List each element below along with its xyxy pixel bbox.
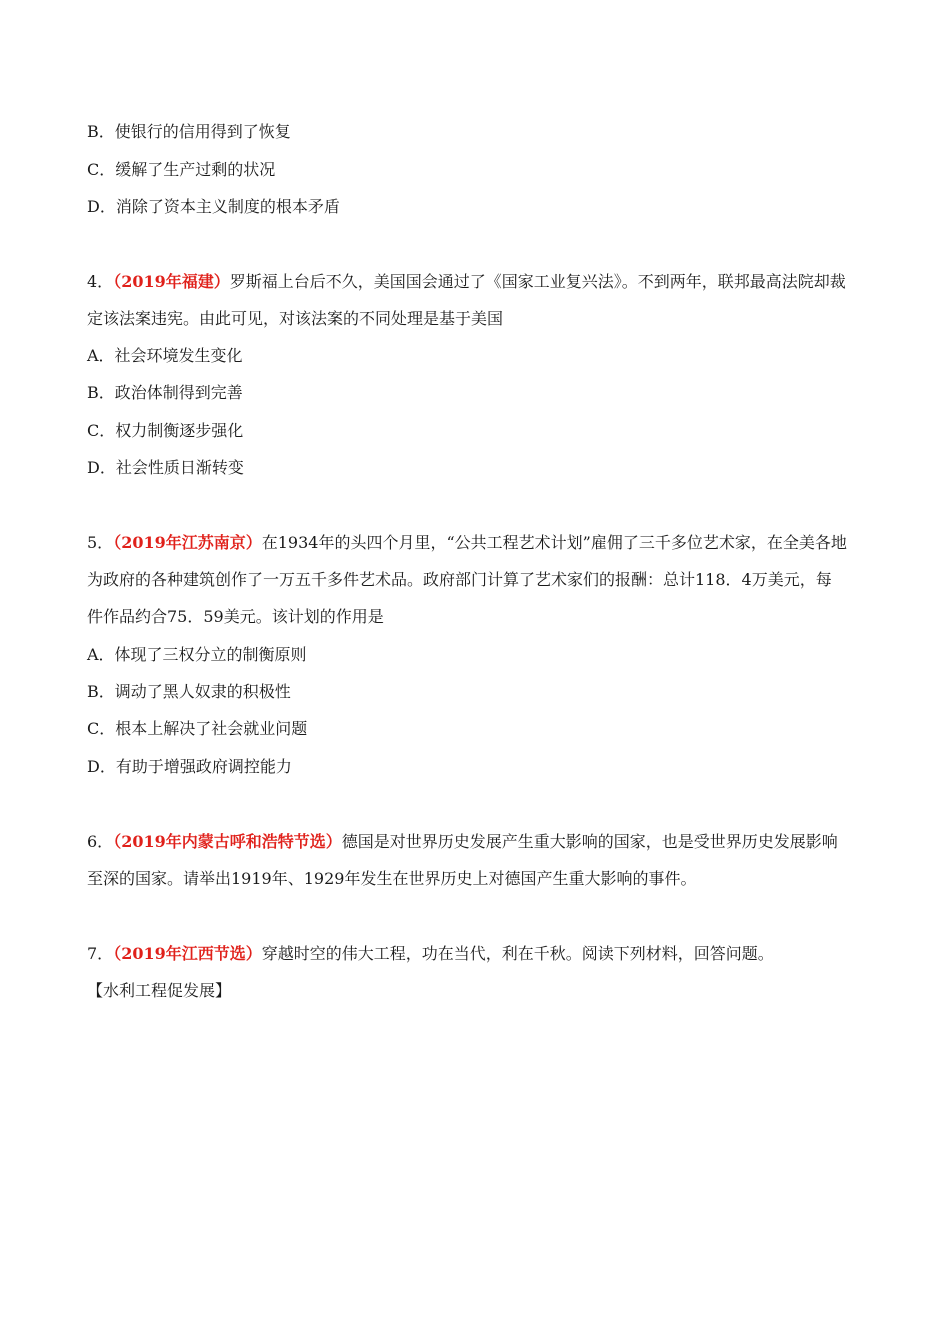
q7-section-title: 【水利工程促发展】 [87,981,232,1000]
q7-number: 7． [87,944,114,963]
q4-stem-line-2: 定该法案违宪。由此可见，对该法案的不同处理是基于美国 [87,309,504,328]
q7-stem-line-1 [87,944,867,964]
q4-stem-line-1 [87,272,867,292]
q6-source: （2019年内蒙古呼和浩特节选） [113,832,342,851]
q4-option-d: D．社会性质日渐转变 [87,458,244,477]
q7-source: （2019年江西节选） [113,944,262,963]
q5-source: （2019年江苏南京） [113,533,262,552]
q5-number: 5． [87,533,114,552]
q5-stem-text-1: 在1934年的头四个月里，“公共工程艺术计划”雇佣了三千多位艺术家，在全美各地 [261,533,847,552]
q3-option-d: D．消除了资本主义制度的根本矛盾 [87,197,340,216]
q6-stem-line-1 [87,832,867,852]
q5-option-d: D．有助于增强政府调控能力 [87,757,292,776]
q4-option-c: C．权力制衡逐步强化 [87,421,244,440]
q5-stem-line-1 [87,533,867,553]
q6-stem-text-1: 德国是对世界历史发展产生重大影响的国家，也是受世界历史发展影响 [341,832,838,851]
q5-option-a: A．体现了三权分立的制衡原则 [87,645,307,664]
q3-option-c: C．缓解了生产过剩的状况 [87,160,276,179]
q4-number: 4． [87,272,114,291]
q6-stem-line-2: 至深的国家。请举出1919年、1929年发生在世界历史上对德国产生重大影响的事件。 [87,869,697,888]
q4-option-b: B．政治体制得到完善 [87,383,243,402]
q5-option-c: C．根本上解决了社会就业问题 [87,719,308,738]
q3-option-b: B．使银行的信用得到了恢复 [87,122,291,141]
q5-option-b: B．调动了黑人奴隶的积极性 [87,682,291,701]
q6-number: 6． [87,832,114,851]
q7-stem-text-1: 穿越时空的伟大工程，功在当代，利在千秋。阅读下列材料，回答问题。 [261,944,774,963]
q4-stem-text-1: 罗斯福上台后不久，美国国会通过了《国家工业复兴法》。不到两年，联邦最高法院却裁 [229,272,846,291]
q5-stem-line-2: 为政府的各种建筑创作了一万五千多件艺术品。政府部门计算了艺术家们的报酬：总计118．4万美元，每 [87,570,832,589]
q4-source: （2019年福建） [113,272,230,291]
q5-stem-line-3: 件作品约合75．59美元。该计划的作用是 [87,607,384,626]
q4-option-a: A．社会环境发生变化 [87,346,243,365]
